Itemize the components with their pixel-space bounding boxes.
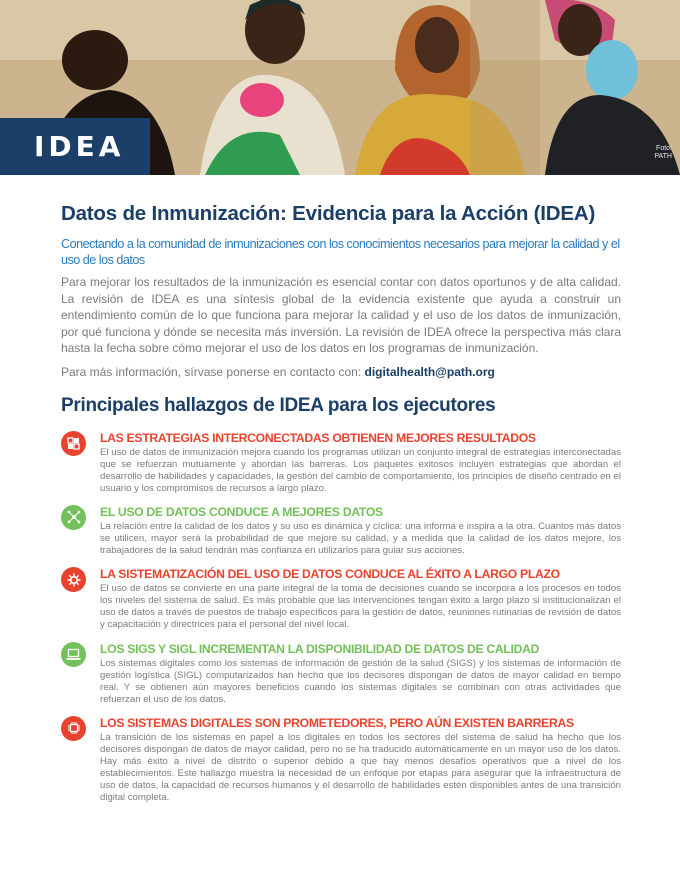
finding-title: LOS SISTEMAS DIGITALES SON PROMETEDORES, PERO AÚN EXISTEN BARRERAS: [100, 715, 574, 730]
page-subtitle: Conectando a la comunidad de inmunizaciones con los conocimientos necesarios para mejorar la calidad y el uso de los datos: [61, 237, 620, 267]
photo-credit-source: PATH: [654, 153, 672, 160]
findings-list: [61, 431, 621, 805]
finding-title: LA SISTEMATIZACIÓN DEL USO DE DATOS CONDUCE AL ÉXITO A LARGO PLAZO: [100, 567, 560, 582]
finding-text: La transición de los sistemas en papel a los digitales en todos los sectores del sistema de salud ha hecho que los decisores dispongan de datos de mayor calidad, pero no se ha traducido automáticamente en un mayor uso de los datos. Hay más éxito a nivel de distrito o superior debido a que hay menos desafíos operativos que a nivel de los establecimientos. Este hallazgo muestra la necesidad de un enfoque por etapas para asegurar que la infraestructura de uso de datos, la capacidad de recursos humanos y el desarrollo de habilidades estén disponibles antes de una transición digital completa.: [100, 731, 621, 804]
finding-item: [61, 567, 621, 631]
finding-item: [61, 642, 621, 706]
finding-text: Los sistemas digitales como los sistemas de información de gestión de la salud (SIGS) y los sistemas de información de gestión logística (SIGL) computarizados han hecho que los decisores dispongan de datos de mayor calidad en tiempo real. Y se obtienen aún mayores beneficios cuando los sistemas digitales se combinan con otras actividades que refuerzan el uso de los datos.: [100, 657, 621, 705]
contact-label: Para más información, sírvase ponerse en contacto con:: [61, 364, 362, 379]
finding-item: [61, 716, 621, 805]
finding-text: El uso de datos se convierte en una parte integral de la toma de decisiones cuando se incorpora a los procesos en todos los niveles del sistema de salud. Es más probable que las intervenciones tengan éxito a largo plazo si institucionalizan el uso de datos a través de puestos de trabajo específicos para la gestión de datos, reuniones rutinarias de revisión de datos y capacitación y directrices para el personal del nivel local.: [100, 583, 621, 631]
network-icon: [61, 505, 86, 530]
finding-title: LAS ESTRATEGIAS INTERCONECTADAS OBTIENEN MEJORES RESULTADOS: [100, 430, 536, 445]
finding-title: LOS SIGS Y SIGL INCREMENTAN LA DISPONIBILIDAD DE DATOS DE CALIDAD: [100, 641, 540, 656]
finding-text: El uso de datos de inmunización mejora cuando los programas utilizan un conjunto integral de estrategias interconectadas que se refuerzan mutuamente y abordan las barreras. Los paquetes exitosos incluyen estrategias que abordan el desarrollo de habilidades y capacidades, la gestión del cambio de comportamiento, los principios de diseño centrado en el usuario y los compromisos de recursos a largo plazo.: [100, 446, 621, 494]
chip-icon: [61, 716, 86, 741]
hero-photo: [0, 0, 680, 175]
idea-logo: [0, 118, 150, 175]
photo-credit: [654, 145, 672, 161]
intro-paragraph: Para mejorar los resultados de la inmunización es esencial contar con datos oportunos y de alta calidad. La revisión de IDEA es una síntesis global de la evidencia existente que ayuda a construir un entendimiento común de lo que funciona para mejorar la calidad y el uso de los datos de inmunización, por qué funciona y dónde se necesita más inversión. La revisión de IDEA ofrece la perspectiva más clara hasta la fecha sobre cómo mejorar el uso de los datos en los programas de inmunización.: [61, 275, 621, 355]
finding-text: La relación entre la calidad de los datos y su uso es dinámica y cíclica: una informa e inspira a la otra. Cuantos más datos se utilicen, mayor será la probabilidad de que mejore su calidad, y a medida que la calidad de los datos mejore, los trabajadores de la salud tendrán más confianza en utilizarlos para guiar sus acciones.: [100, 520, 621, 557]
idea-logo-text: IDEA: [34, 130, 125, 163]
finding-item: [61, 431, 621, 495]
page-title: Datos de Inmunización: Evidencia para la Acción (IDEA): [61, 202, 596, 225]
finding-item: [61, 505, 621, 557]
puzzle-icon: [61, 431, 86, 456]
laptop-icon: [61, 642, 86, 667]
main-content: [61, 202, 621, 814]
contact-email-link[interactable]: digitalhealth@path.org: [364, 364, 495, 379]
gear-icon: [61, 567, 86, 592]
contact-line: [61, 365, 621, 379]
photo-credit-label: Foto:: [656, 145, 672, 152]
section-title: Principales hallazgos de IDEA para los ejecutores: [61, 394, 496, 416]
finding-title: EL USO DE DATOS CONDUCE A MEJORES DATOS: [100, 504, 383, 519]
